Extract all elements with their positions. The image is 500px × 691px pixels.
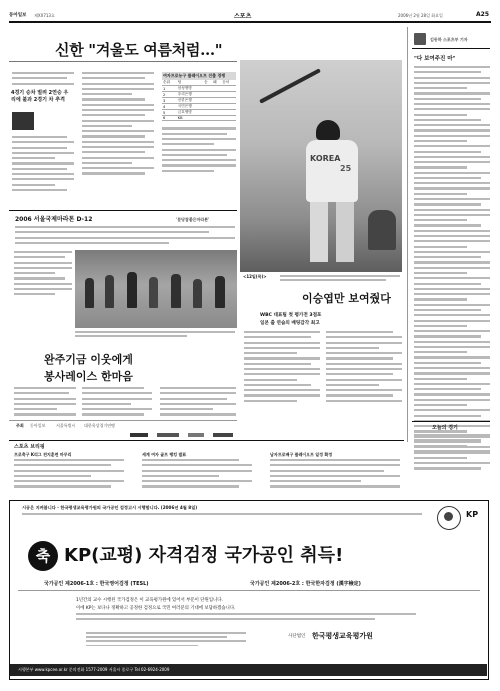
sponsor-logo-icon	[157, 433, 179, 437]
ad-body-1: 1년간의 교수 시행된 국가검정은 이 교육평가원에 있어서 부문이 단원입니다.	[76, 598, 223, 603]
ad-body-more	[76, 613, 416, 623]
runners-photo	[75, 250, 237, 328]
table-row: 6 KB	[162, 116, 236, 121]
column-rule	[412, 48, 490, 49]
top-headline: 신한 "겨울도 여름처럼…"	[55, 41, 223, 59]
ad-cert-1: 국가공인 제2006-1호 : 한국영어검정 (TESL)	[44, 581, 149, 587]
marathon-side-text	[14, 251, 72, 299]
baseball-photo	[240, 60, 402, 272]
jersey-number: 25	[340, 164, 352, 173]
sponsor-rule	[9, 420, 237, 421]
today-games-title: 오늘의 경기	[432, 425, 458, 431]
ad-top-line: 시공은 지켜봅니다 · 한국평생교육평가원의 국가공인 검정고시 시행합니다. (2006년 4월 8일)	[22, 505, 198, 510]
brief-item-3	[270, 459, 400, 491]
sponsor-2: 서울특별시	[56, 423, 76, 428]
sponsor-3: 대한육상경기연맹	[84, 423, 115, 428]
table-row: 5 금호생명	[162, 110, 236, 116]
sponsor-1: 동아일보	[30, 423, 46, 428]
paper-name: 동아일보	[9, 13, 27, 18]
player-photo-small	[12, 112, 34, 130]
brief-item-3-title: 남자프로배구 플레이오프 일정 확정	[270, 452, 333, 457]
issue-number: 제XX713호	[34, 13, 55, 18]
table-row: 1 삼성생명	[162, 86, 236, 92]
marathon-tag: '분당참좋은마라톤'	[176, 217, 210, 222]
marathon-headline-2: 봉사레이스 한마음	[44, 370, 133, 383]
section-title: 스포츠	[234, 13, 252, 20]
columnist-avatar	[414, 33, 426, 45]
page-number: A25	[476, 11, 489, 18]
today-games-list	[414, 434, 490, 455]
top-story-col1-top	[12, 72, 74, 88]
column-body	[414, 66, 490, 473]
brief-item-1-title: 프로축구 K리그 전지훈련 마무리	[14, 452, 72, 457]
ad-top-sub	[22, 513, 422, 517]
ad-contact-table	[86, 632, 246, 649]
marathon-col3	[160, 387, 236, 419]
stats-box-title: 여자프로농구 플레이오프 진출 경쟁	[162, 72, 236, 80]
issue-date: 2006년 2월 28일 화요일	[398, 13, 443, 18]
brief-item-2-title: 세계 여자 골프 랭킹 발표	[142, 452, 187, 457]
stats-table	[162, 80, 236, 121]
ad-seal-icon	[437, 506, 461, 530]
stats-box	[162, 72, 236, 175]
baseball-sub-2: 일본 출 연습의 배팅감각 최고	[260, 321, 320, 326]
table-row: 2 우리은행	[162, 92, 236, 98]
marathon-title: 2006 서울국제마라톤 D-12	[15, 216, 93, 223]
runners-caption	[75, 331, 235, 340]
ad-signature-prefix: 사단법인	[288, 634, 306, 639]
top-kicker: 4경기 승차 벌려 2연승 우리에 불과 2경기 차 추격	[11, 90, 69, 103]
ad-headline-end: !	[335, 545, 344, 566]
column-divider	[407, 27, 408, 442]
baseball-col1	[244, 331, 320, 405]
ad-body-2: 이에 KP는 보다나 정확하고 공정한 검정으로 국민 여러분의 기대에 보답하겠습니다.	[76, 606, 236, 611]
baseball-col2	[326, 331, 402, 405]
ad-kp-logo: KP	[466, 510, 479, 519]
briefs-title: 스포츠 브리핑	[14, 444, 45, 450]
table-row: 순위 팀 승 패 승차	[162, 80, 236, 86]
marathon-col1	[14, 387, 76, 419]
sponsor-logos	[130, 422, 235, 428]
brief-item-1	[14, 459, 124, 491]
jersey-team-label: KOREA	[310, 154, 341, 163]
top-story-col1	[12, 136, 74, 194]
baseball-sub-1: WBC 대표팀 첫 평가전 3점포	[260, 313, 322, 318]
baseball-headline: 이승엽만 보여줬다	[302, 292, 391, 305]
columnist-byline: 김동하 스포츠부 기자	[430, 37, 468, 42]
column-title: "다 보여주진 마"	[414, 56, 456, 62]
briefs-rule	[9, 440, 404, 441]
brief-item-2	[142, 459, 252, 491]
today-rule	[412, 421, 490, 422]
sponsor-logo-icon	[213, 433, 233, 437]
photo-credit: <12일(목)>	[243, 274, 267, 279]
ad-divider	[18, 590, 480, 591]
ad-headline	[64, 541, 343, 567]
ad-cert-2: 국가공인 제2006-2호 : 한국한자검정 (漢字檢定)	[250, 581, 361, 587]
ad-headline-kp: KP(교평)	[64, 545, 143, 566]
sponsor-logo-icon	[188, 433, 204, 437]
marathon-intro	[15, 226, 235, 247]
sponsors-label: 주최	[16, 423, 24, 428]
masthead-rule	[9, 21, 491, 23]
ad-headline-main: 자격검정 국가공인 취득	[148, 545, 336, 566]
photo-caption	[280, 275, 400, 284]
table-row: 4 국민은행	[162, 104, 236, 110]
ad-badge: 축	[28, 541, 58, 571]
ad-signature: 한국평생교육평가원	[312, 632, 373, 640]
marathon-rule	[9, 210, 237, 211]
headline-rule	[9, 61, 237, 62]
ad-footer-text: 시행본부 www.kpcee.or.kr 문의전화 1577-2009 서울시 종로구 Tel 02-6924-2009	[18, 667, 170, 672]
marathon-headline-1: 완주기금 이웃에게	[44, 353, 133, 366]
marathon-col2	[82, 387, 152, 419]
sponsor-logo-icon	[130, 433, 148, 437]
top-story-col2	[82, 72, 154, 178]
table-row: 3 신한은행	[162, 98, 236, 104]
